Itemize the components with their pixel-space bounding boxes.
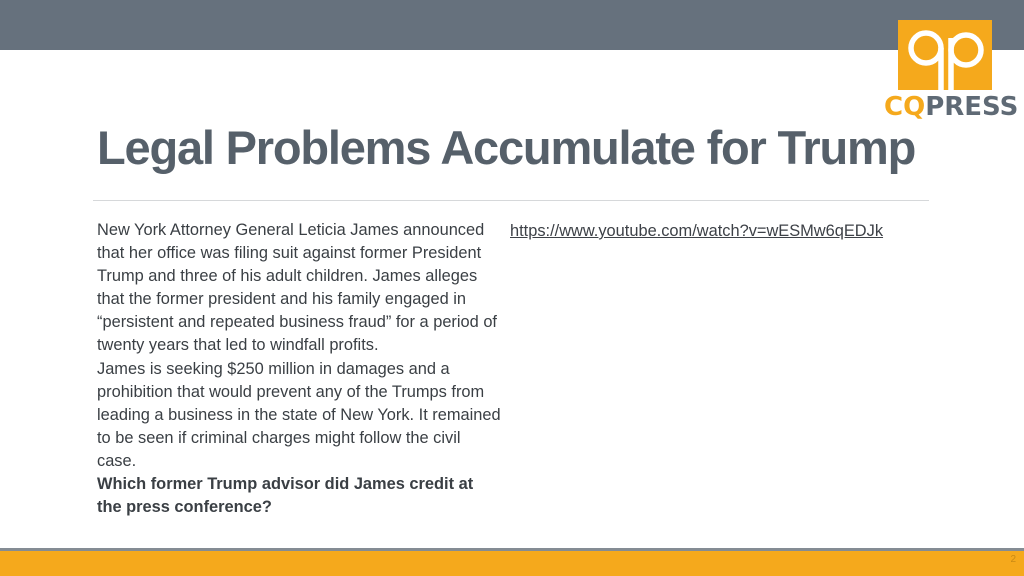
video-link[interactable]: https://www.youtube.com/watch?v=wESMw6qEDJk — [510, 222, 884, 240]
discussion-question: Which former Trump advisor did James credit at the press conference? — [97, 475, 474, 517]
body-paragraph-1: New York Attorney General Leticia James announced that her office was filing suit against former President Trump and three of his adult children. James alleges that the former president and his family engaged in “persistent and repeated business fraud” for a period of twenty years that led to windfall profits. — [97, 221, 497, 355]
body-paragraph-2: James is seeking $250 million in damages and a prohibition that would prevent any of the Trumps from leading a business in the state of New York. It remained to be seen if criminal charges might follow the civil case. — [97, 359, 501, 470]
slide-body — [97, 219, 502, 519]
cq-press-logo — [884, 18, 1019, 124]
slide-title: Legal Problems Accumulate for Trump — [97, 121, 916, 174]
top-bar — [0, 0, 1024, 50]
page-number: 2 — [1010, 554, 1016, 565]
logo-text-cq: CQ — [884, 92, 926, 122]
cq-press-logo-icon — [898, 20, 992, 90]
title-divider — [93, 200, 929, 201]
footer-bar — [0, 551, 1024, 576]
logo-text-press: PRESS — [925, 92, 1019, 122]
